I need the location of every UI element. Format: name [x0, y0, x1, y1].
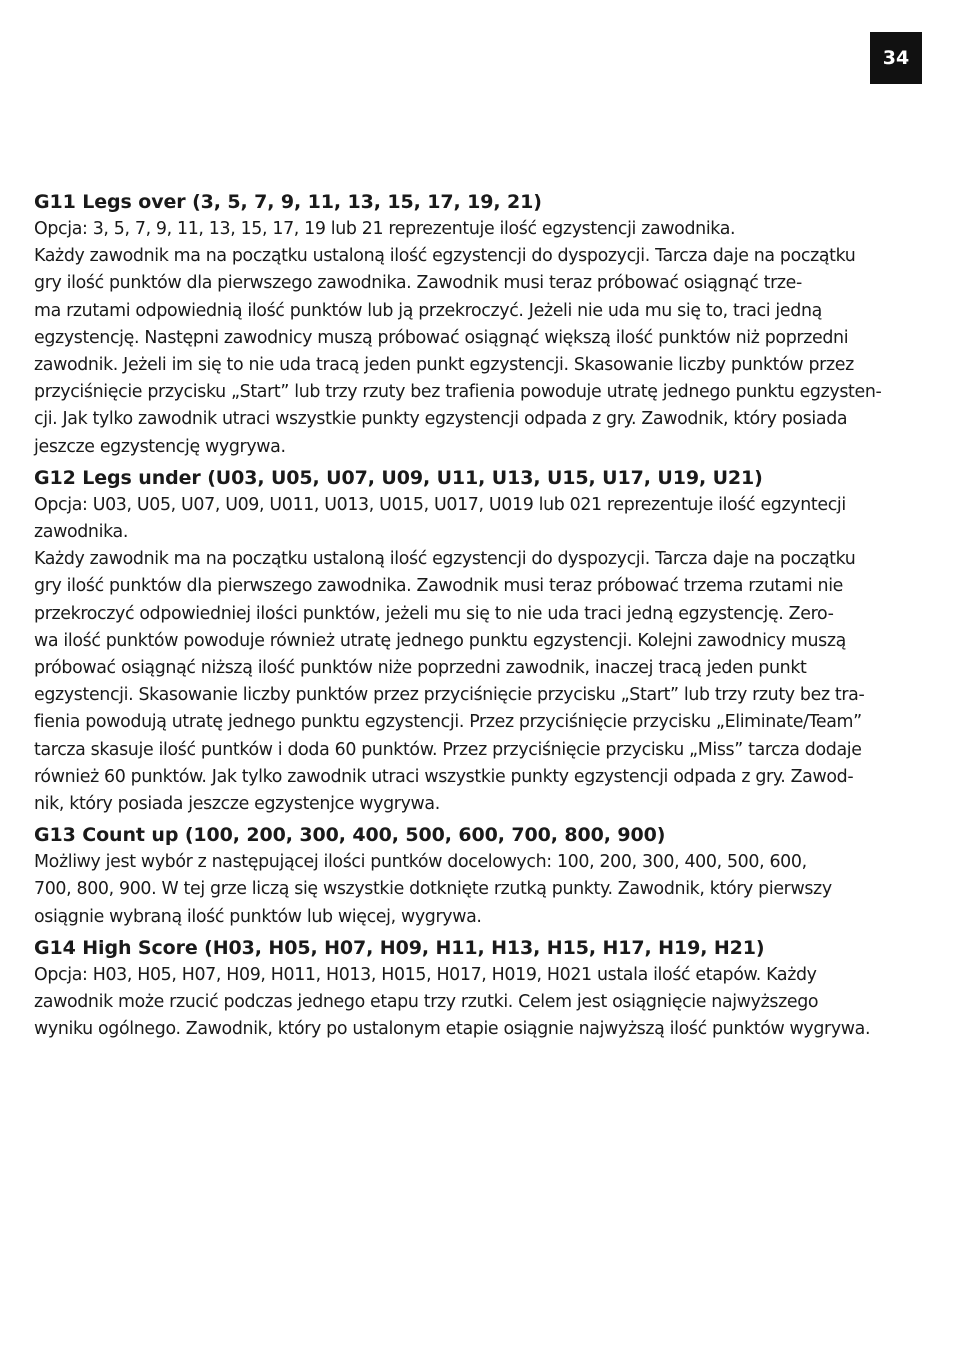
text-line: gry ilość punktów dla pierwszego zawodnika. Zawodnik musi teraz próbować trzema rzutami nie — [34, 576, 844, 597]
text-line: Każdy zawodnik ma na początku ustaloną ilość egzystencji do dyspozycji. Tarcza daje na początku — [34, 246, 856, 267]
section-g13 — [34, 822, 922, 931]
text-line: fienia powodują utratę jednego punktu egzystencji. Przez przyciśnięcie przycisku „Eliminate/Team” — [34, 712, 862, 733]
section-title: G14 High Score (H03, H05, H07, H09, H11, H13, H15, H17, H19, H21) — [34, 936, 765, 959]
page-number-badge — [870, 32, 922, 84]
page-number: 34 — [882, 47, 910, 69]
text-line: Opcja: H03, H05, H07, H09, H011, H013, H015, H017, H019, H021 ustala ilość etapów. Każdy — [34, 964, 817, 985]
text-line: cji. Jak tylko zawodnik utraci wszystkie punkty egzystencji odpada z gry. Zawodnik, który posiada — [34, 409, 848, 430]
text-line: egzystencji. Skasowanie liczby punktów przez przyciśnięcie przycisku „Start” lub trzy rzuty bez tra- — [34, 685, 865, 706]
text-line: jeszcze egzystencję wygrywa. — [34, 436, 286, 457]
text-line: zawodnika. — [34, 522, 128, 543]
section-g11 — [34, 189, 922, 461]
text-line: tarcza skasuje ilość puntków i doda 60 punktów. Przez przyciśnięcie przycisku „Miss” tarcza dodaje — [34, 739, 862, 760]
text-line: zawodnik może rzucić podczas jednego etapu trzy rzutki. Celem jest osiągnięcie najwyższego — [34, 992, 819, 1013]
text-line: próbować osiągnąć niższą ilość punktów niże poprzedni zawodnik, inaczej tracą jeden punkt — [34, 658, 807, 679]
text-line: 700, 800, 900. W tej grze liczą się wszystkie dotknięte rzutką punkty. Zawodnik, który pierwszy — [34, 879, 832, 900]
section-g12 — [34, 465, 922, 818]
section-g14 — [34, 935, 922, 1044]
text-line: egzystencję. Następni zawodnicy muszą próbować osiągnąć większą ilość punktów niż poprzedni — [34, 327, 849, 348]
document-body — [34, 189, 922, 1047]
text-line: również 60 punktów. Jak tylko zawodnik utraci wszystkie punkty egzystencji odpada z gry. Zawod- — [34, 766, 854, 787]
text-line: nik, który posiada jeszcze egzystenjce wygrywa. — [34, 794, 440, 815]
text-line: gry ilość punktów dla pierwszego zawodnika. Zawodnik musi teraz próbować osiągnąć trze- — [34, 273, 802, 294]
text-line: Opcja: 3, 5, 7, 9, 11, 13, 15, 17, 19 lub 21 reprezentuje ilość egzystencji zawodnika. — [34, 219, 736, 239]
section-title: G13 Count up (100, 200, 300, 400, 500, 600, 700, 800, 900) — [34, 824, 666, 847]
section-title: G12 Legs under (U03, U05, U07, U09, U11, U13, U15, U17, U19, U21) — [34, 466, 763, 489]
text-line: przyciśnięcie przycisku „Start” lub trzy rzuty bez trafienia powoduje utratę jednego punktu egzysten- — [34, 382, 882, 403]
text-line: ma rzutami odpowiednią ilość punktów lub ją przekroczyć. Jeżeli nie uda mu się to, traci jedną — [34, 300, 822, 321]
section-title: G11 Legs over (3, 5, 7, 9, 11, 13, 15, 17, 19, 21) — [34, 191, 542, 213]
text-line: osiągnie wybraną ilość punktów lub więcej, wygrywa. — [34, 906, 482, 927]
text-line: Każdy zawodnik ma na początku ustaloną ilość egzystencji do dyspozycji. Tarcza daje na początku — [34, 549, 856, 570]
text-line: Możliwy jest wybór z następującej ilości puntków docelowych: 100, 200, 300, 400, 500, 600, — [34, 852, 807, 873]
text-line: wyniku ogólnego. Zawodnik, który po ustalonym etapie osiągnie najwyższą ilość punktów wygrywa. — [34, 1019, 871, 1040]
text-line: zawodnik. Jeżeli im się to nie uda tracą jeden punkt egzystencji. Skasowanie liczby punktów przez — [34, 355, 854, 376]
text-line: Opcja: U03, U05, U07, U09, U011, U013, U015, U017, U019 lub 021 reprezentuje ilość egzyntecji — [34, 494, 846, 515]
text-line: wa ilość punktów powoduje również utratę jednego punktu egzystencji. Kolejni zawodnicy muszą — [34, 630, 846, 651]
text-line: przekroczyć odpowiedniej ilości punktów, jeżeli mu się to nie uda traci jedną egzystencję. Zero- — [34, 603, 834, 624]
